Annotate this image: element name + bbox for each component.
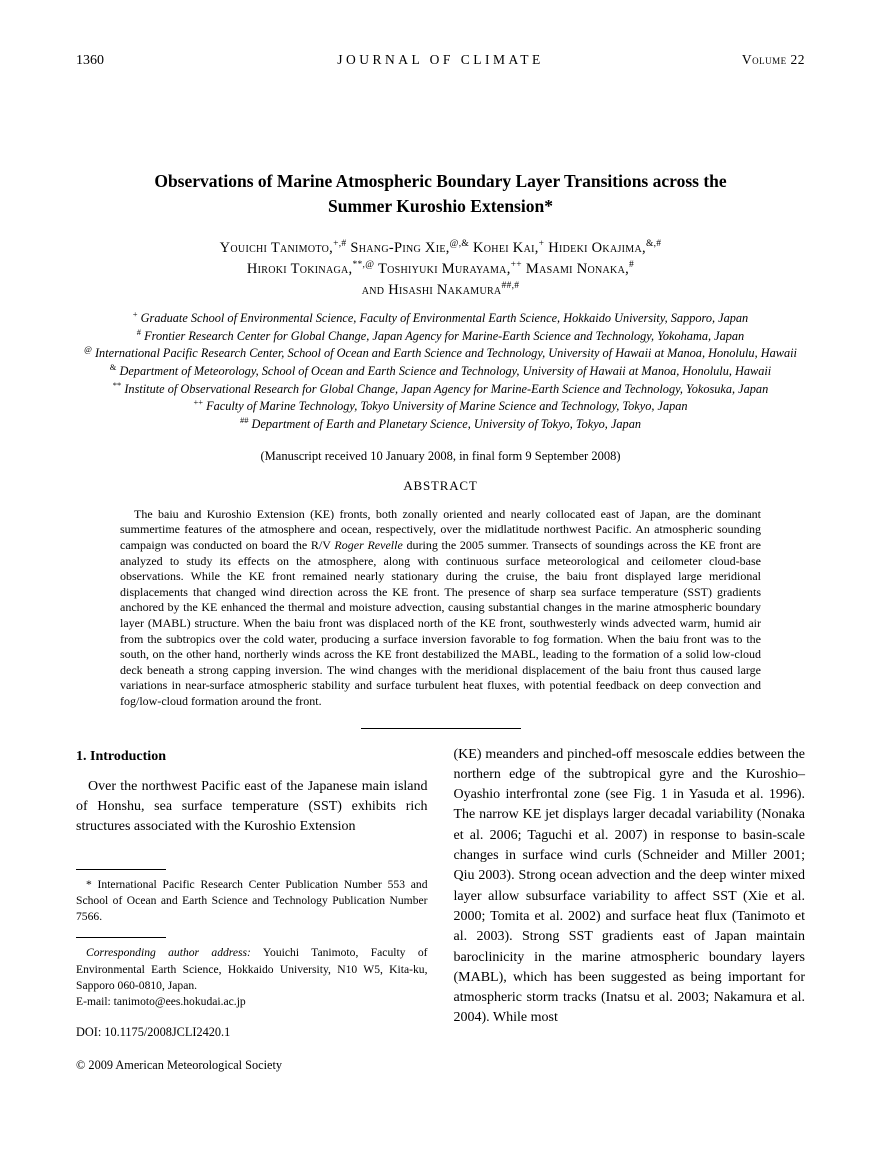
corresponding-author-email: E-mail: tanimoto@ees.hokudai.ac.jp [76,994,246,1008]
author-affil-marks: # [629,260,635,271]
author-name: Shang-Ping Xie, [346,240,450,256]
author-affil-marks: @,& [449,239,470,250]
affiliation-marker: ## [239,415,249,426]
abstract-segment: The baiu and Kuroshio Extension (KE) fronts, both zonally oriented and nearly collocated east of Japan, are the dominant summertime features of the atmosphere and ocean, respectively, over the midlatitude northwest Pacific. An atmospheric sounding campaign was conducted on board the R/V [120,506,761,553]
author-affil-marks: + [538,239,545,250]
copyright-line: © 2009 American Meteorological Society [76,1058,283,1073]
affiliation-text: Frontier Research Center for Global Change, Japan Agency for Marine-Earth Science and Technology, Yokohama, Japan [141,328,745,343]
author-affil-marks: &,# [645,239,662,250]
author-affil-marks: ++ [510,260,522,271]
volume-label: Volume 22 [741,52,805,67]
affiliation-marker: & [109,362,117,373]
abstract-text [120,507,761,710]
author-name: Youichi Tanimoto, [219,240,334,256]
two-column-body [76,745,805,1075]
right-column [454,745,806,1075]
article-title-line1: Observations of Marine Atmospheric Boundary Layer Transitions across the [154,171,727,191]
left-column [76,745,428,1075]
footnote-rule [76,869,166,870]
section-heading-introduction: 1. Introduction [76,748,166,764]
footnote-rule [76,937,166,938]
author-affil-marks: +,# [333,239,347,250]
running-header [76,52,805,69]
introduction-paragraph: Over the northwest Pacific east of the Japanese main island of Honshu, sea surface temperature (SST) exhibits rich structures associated with the Kuroshio Extension [76,778,428,835]
author-name: Masami Nonaka, [521,261,630,278]
affiliation-text: Graduate School of Environmental Science, Faculty of Environmental Earth Science, Hokkaido University, Sapporo, Japan [137,311,749,326]
author-name: Kohei Kai, [469,240,539,256]
doi-line: DOI: 10.1175/2008JCLI2420.1 [76,1025,231,1040]
affiliation-text: International Pacific Research Center, School of Ocean and Earth Science and Technology, University of Hawaii at Manoa, Honolulu, Hawaii [91,346,797,361]
abstract-heading: ABSTRACT [403,477,478,493]
article-title [76,169,805,218]
section-divider [361,728,521,729]
author-line-2 [76,259,805,280]
affiliation-text: Department of Meteorology, School of Ocean and Earth Science and Technology, University of Hawaii at Manoa, Honolulu, Hawaii [116,364,772,379]
affiliation [76,309,805,327]
corresponding-author-label: Corresponding author address: [86,946,251,960]
affiliation [76,344,805,362]
affiliation [76,380,805,398]
article-title-line2: Summer Kuroshio Extension* [328,195,553,216]
affiliation-marker: # [136,326,142,337]
affiliation-list [76,309,805,433]
author-affil-marks: **,@ [352,260,375,271]
affiliation-marker: ** [112,379,122,390]
affiliation [76,415,805,433]
author-list [76,238,805,301]
right-column-paragraph: (KE) meanders and pinched-off mesoscale eddies between the northern edge of the subtropical gyre and the Kuroshio–Oyashio interfrontal zone (see Fig. 1 in Yasuda et al. 1996). The narrow KE jet displays larger decadal variability (Nonaka et al. 2006; Taguchi et al. 2007) in response to basin-scale changes in surface wind curls (Schneider and Miller 2001; Qiu 2003). Strong ocean advection and the deep winter mixed layer allow subsurface variability to affect SST (Xie et al. 2000; Tomita et al. 2002) and surface heat flux (Tanimoto et al. 2003). Strong SST gradients east of Japan maintain baroclinicity in the marine atmospheric boundary layers (MABL), which has been suggested as being important for atmospheric storm tracks (Inatsu et al. 2003; Nakamura et al. 2004). While most [453,746,805,1026]
manuscript-received-note: (Manuscript received 10 January 2008, in final form 9 September 2008) [260,448,621,463]
author-name: Hideki Okajima, [544,240,646,256]
author-name: Toshiyuki Murayama, [374,261,511,278]
affiliation-text: Institute of Observational Research for Global Change, Japan Agency for Marine-Earth Science and Technology, Yokosuka, Japan [121,381,769,396]
author-affil-marks: ##,# [501,281,520,292]
affiliation-text: Department of Earth and Planetary Science, University of Tokyo, Tokyo, Japan [248,417,642,432]
affiliation-marker: @ [84,344,92,355]
author-name: Hiroki Tokinaga, [246,261,353,278]
affiliation-marker: ++ [193,397,204,408]
corresponding-author-text: Youichi Tanimoto, Faculty of Environmental Earth Science, Hokkaido University, N10 W5, Kita-ku, Sapporo 060-0810, Japan. [76,946,428,992]
author-line-1 [76,238,805,259]
ship-name-italic: Roger Revelle [334,538,403,553]
footnote-block [76,869,428,1075]
page-number: 1360 [76,53,104,68]
corresponding-author-note [76,945,428,994]
affiliation-marker: + [132,309,138,320]
affiliation [76,397,805,415]
abstract-segment: during the 2005 summer. Transects of soundings across the KE front are analyzed to study its effects on the atmosphere, along with continuous surface meteorological and ceilometer cloud-base observations. While the KE front remained nearly stationary during the cruise, the baiu front displayed large meridional displacements that changed wind direction across the KE front. The presence of sharp sea surface temperature (SST) gradients anchored by the KE enhanced the thermal and moisture advection, causing substantial changes in the marine atmospheric boundary layer (MABL) structure. When the baiu front was displaced north of the KE front, southwesterly winds advected warm, humid air from the subtropics over the cold water, producing a surface inversion favorable to fog formation. When the baiu front was to the south, on the other hand, northerly winds across the KE front destabilized the MABL, leading to the formation of a solid low-cloud deck beneath a strong capping inversion. The wind changes with the meridional displacement of the baiu front thus caused large variations in near-surface atmospheric stability and surface turbulent heat fluxes, with potential feedback on deep convection and fog/low-cloud formation around the front. [120,538,762,708]
affiliation [76,327,805,345]
affiliation [76,362,805,380]
affiliation-text: Faculty of Marine Technology, Tokyo University of Marine Science and Technology, Tokyo, Japan [203,399,688,414]
author-name: and Hisashi Nakamura [361,282,502,299]
journal-name: JOURNAL OF CLIMATE [337,52,544,67]
author-line-3 [76,280,805,301]
publication-footnote: * International Pacific Research Center Publication Number 553 and School of Ocean and Earth Science and Technology Publication Number 7566. [76,877,428,924]
